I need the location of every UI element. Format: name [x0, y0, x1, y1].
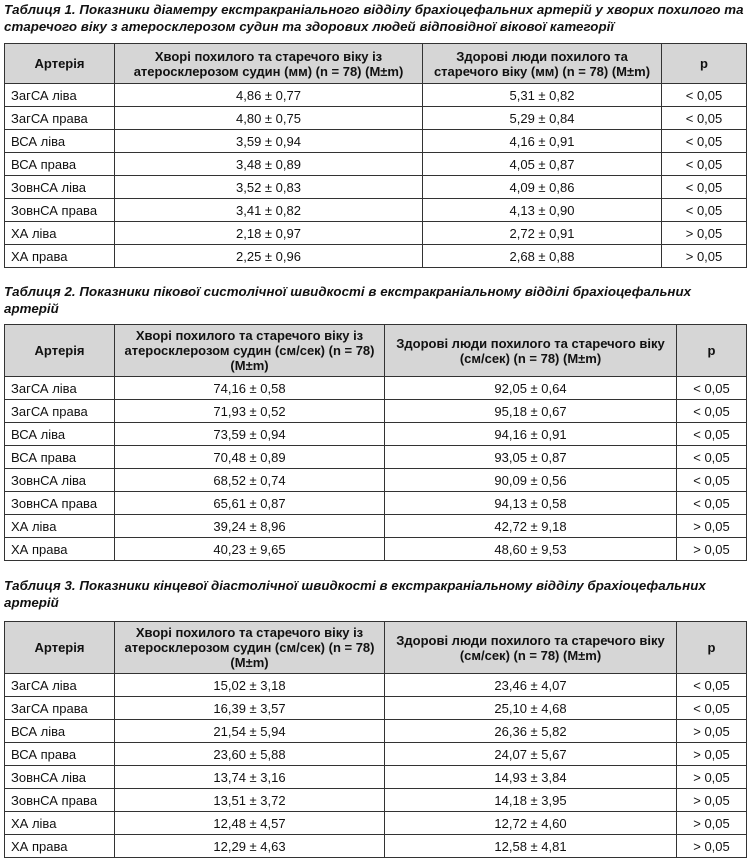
artery-cell: ЗовнСА права	[5, 199, 115, 222]
table-row	[5, 789, 747, 812]
patients-cell: 68,52 ± 0,74	[115, 469, 385, 492]
healthy-cell: 4,13 ± 0,90	[423, 199, 662, 222]
table-row	[5, 835, 747, 858]
artery-cell: ЗагСА права	[5, 107, 115, 130]
table-row	[5, 400, 747, 423]
healthy-cell: 4,05 ± 0,87	[423, 153, 662, 176]
p-cell: < 0,05	[662, 176, 747, 199]
table-row	[5, 153, 747, 176]
table-2-caption: Таблиця 2. Показники пікової систолічної швидкості в екстракраніальному відділі брахіоцефальних артерій	[4, 284, 692, 316]
healthy-cell: 26,36 ± 5,82	[385, 720, 677, 743]
healthy-cell: 92,05 ± 0,64	[385, 377, 677, 400]
table-row	[5, 812, 747, 835]
p-cell: < 0,05	[662, 107, 747, 130]
patients-cell: 13,74 ± 3,16	[115, 766, 385, 789]
column-header-patients: Хворі похилого та старечого віку із атеросклерозом судин (см/сек) (n = 78) (M±m)	[115, 622, 385, 674]
p-cell: > 0,05	[662, 222, 747, 245]
artery-cell: ЗовнСА права	[5, 492, 115, 515]
patients-cell: 39,24 ± 8,96	[115, 515, 385, 538]
healthy-cell: 25,10 ± 4,68	[385, 697, 677, 720]
artery-cell: ВСА права	[5, 446, 115, 469]
healthy-cell: 12,58 ± 4,81	[385, 835, 677, 858]
table-row	[5, 84, 747, 107]
patients-cell: 12,48 ± 4,57	[115, 812, 385, 835]
healthy-cell: 5,29 ± 0,84	[423, 107, 662, 130]
p-cell: < 0,05	[662, 84, 747, 107]
artery-cell: ЗагСА ліва	[5, 377, 115, 400]
healthy-cell: 48,60 ± 9,53	[385, 538, 677, 561]
artery-cell: ХА права	[5, 245, 115, 268]
healthy-cell: 2,72 ± 0,91	[423, 222, 662, 245]
artery-cell: ВСА ліва	[5, 720, 115, 743]
patients-cell: 2,18 ± 0,97	[115, 222, 423, 245]
table-2	[4, 324, 747, 561]
table-row	[5, 469, 747, 492]
patients-cell: 3,59 ± 0,94	[115, 130, 423, 153]
artery-cell: ВСА права	[5, 743, 115, 766]
healthy-cell: 94,13 ± 0,58	[385, 492, 677, 515]
table-row	[5, 446, 747, 469]
p-cell: < 0,05	[677, 492, 747, 515]
table-row	[5, 107, 747, 130]
healthy-cell: 94,16 ± 0,91	[385, 423, 677, 446]
table-header-row	[5, 622, 747, 674]
patients-cell: 2,25 ± 0,96	[115, 245, 423, 268]
p-cell: < 0,05	[662, 130, 747, 153]
patients-cell: 3,41 ± 0,82	[115, 199, 423, 222]
p-cell: < 0,05	[677, 469, 747, 492]
table-row	[5, 176, 747, 199]
table-row	[5, 423, 747, 446]
artery-cell: ЗовнСА ліва	[5, 176, 115, 199]
p-cell: < 0,05	[677, 377, 747, 400]
artery-cell: ХА ліва	[5, 515, 115, 538]
healthy-cell: 5,31 ± 0,82	[423, 84, 662, 107]
table-row	[5, 492, 747, 515]
p-cell: < 0,05	[677, 423, 747, 446]
artery-cell: ХА ліва	[5, 812, 115, 835]
column-header-healthy: Здорові люди похилого та старечого віку (см/сек) (n = 78) (M±m)	[385, 325, 677, 377]
table-3-caption: Таблиця 3. Показники кінцевої діастолічної швидкості в екстракраніальному відділу брахіоцефальних артерій	[4, 578, 706, 610]
patients-cell: 23,60 ± 5,88	[115, 743, 385, 766]
patients-cell: 15,02 ± 3,18	[115, 674, 385, 697]
patients-cell: 70,48 ± 0,89	[115, 446, 385, 469]
p-cell: > 0,05	[662, 245, 747, 268]
table-row	[5, 515, 747, 538]
artery-cell: ХА права	[5, 835, 115, 858]
table-row	[5, 766, 747, 789]
artery-cell: ЗагСА права	[5, 697, 115, 720]
column-header-artery: Артерія	[5, 622, 115, 674]
p-cell: > 0,05	[677, 766, 747, 789]
p-cell: > 0,05	[677, 789, 747, 812]
p-cell: > 0,05	[677, 812, 747, 835]
p-cell: < 0,05	[662, 199, 747, 222]
artery-cell: ЗагСА ліва	[5, 674, 115, 697]
p-cell: > 0,05	[677, 720, 747, 743]
p-cell: < 0,05	[677, 446, 747, 469]
table-row	[5, 697, 747, 720]
column-header-healthy: Здорові люди похилого та старечого віку (мм) (n = 78) (M±m)	[423, 44, 662, 84]
healthy-cell: 14,18 ± 3,95	[385, 789, 677, 812]
table-row	[5, 538, 747, 561]
patients-cell: 71,93 ± 0,52	[115, 400, 385, 423]
column-header-artery: Артерія	[5, 44, 115, 84]
table-row	[5, 743, 747, 766]
patients-cell: 21,54 ± 5,94	[115, 720, 385, 743]
healthy-cell: 4,09 ± 0,86	[423, 176, 662, 199]
p-cell: < 0,05	[677, 400, 747, 423]
table-row	[5, 377, 747, 400]
patients-cell: 3,48 ± 0,89	[115, 153, 423, 176]
artery-cell: ХА права	[5, 538, 115, 561]
column-header-artery: Артерія	[5, 325, 115, 377]
p-cell: < 0,05	[662, 153, 747, 176]
table-row	[5, 720, 747, 743]
healthy-cell: 90,09 ± 0,56	[385, 469, 677, 492]
p-cell: < 0,05	[677, 697, 747, 720]
table-row	[5, 199, 747, 222]
table-row	[5, 245, 747, 268]
artery-cell: ВСА права	[5, 153, 115, 176]
artery-cell: ЗагСА ліва	[5, 84, 115, 107]
healthy-cell: 42,72 ± 9,18	[385, 515, 677, 538]
table-3	[4, 621, 747, 858]
p-cell: < 0,05	[677, 674, 747, 697]
healthy-cell: 12,72 ± 4,60	[385, 812, 677, 835]
patients-cell: 4,80 ± 0,75	[115, 107, 423, 130]
artery-cell: ХА ліва	[5, 222, 115, 245]
healthy-cell: 14,93 ± 3,84	[385, 766, 677, 789]
column-header-p: p	[662, 44, 747, 84]
patients-cell: 13,51 ± 3,72	[115, 789, 385, 812]
artery-cell: ВСА ліва	[5, 423, 115, 446]
artery-cell: ВСА ліва	[5, 130, 115, 153]
column-header-p: p	[677, 325, 747, 377]
patients-cell: 74,16 ± 0,58	[115, 377, 385, 400]
table-row	[5, 222, 747, 245]
table-header-row	[5, 44, 747, 84]
p-cell: > 0,05	[677, 538, 747, 561]
table-row	[5, 130, 747, 153]
column-header-p: p	[677, 622, 747, 674]
table-1	[4, 43, 747, 268]
p-cell: > 0,05	[677, 743, 747, 766]
artery-cell: ЗовнСА права	[5, 789, 115, 812]
healthy-cell: 95,18 ± 0,67	[385, 400, 677, 423]
healthy-cell: 23,46 ± 4,07	[385, 674, 677, 697]
artery-cell: ЗагСА права	[5, 400, 115, 423]
patients-cell: 4,86 ± 0,77	[115, 84, 423, 107]
column-header-patients: Хворі похилого та старечого віку із атеросклерозом судин (см/сек) (n = 78) (M±m)	[115, 325, 385, 377]
table-header-row	[5, 325, 747, 377]
p-cell: > 0,05	[677, 835, 747, 858]
artery-cell: ЗовнСА ліва	[5, 469, 115, 492]
healthy-cell: 93,05 ± 0,87	[385, 446, 677, 469]
patients-cell: 12,29 ± 4,63	[115, 835, 385, 858]
artery-cell: ЗовнСА ліва	[5, 766, 115, 789]
patients-cell: 3,52 ± 0,83	[115, 176, 423, 199]
table-1-caption: Таблиця 1. Показники діаметру екстракраніального відділу брахіоцефальних артерій у хворих похилого та старечого віку з атеросклерозом судин та здорових людей відповідної вікової категорії	[4, 2, 744, 34]
patients-cell: 73,59 ± 0,94	[115, 423, 385, 446]
patients-cell: 40,23 ± 9,65	[115, 538, 385, 561]
healthy-cell: 4,16 ± 0,91	[423, 130, 662, 153]
patients-cell: 16,39 ± 3,57	[115, 697, 385, 720]
p-cell: > 0,05	[677, 515, 747, 538]
column-header-patients: Хворі похилого та старечого віку із атеросклерозом судин (мм) (n = 78) (M±m)	[115, 44, 423, 84]
patients-cell: 65,61 ± 0,87	[115, 492, 385, 515]
healthy-cell: 2,68 ± 0,88	[423, 245, 662, 268]
column-header-healthy: Здорові люди похилого та старечого віку (см/сек) (n = 78) (M±m)	[385, 622, 677, 674]
healthy-cell: 24,07 ± 5,67	[385, 743, 677, 766]
table-row	[5, 674, 747, 697]
